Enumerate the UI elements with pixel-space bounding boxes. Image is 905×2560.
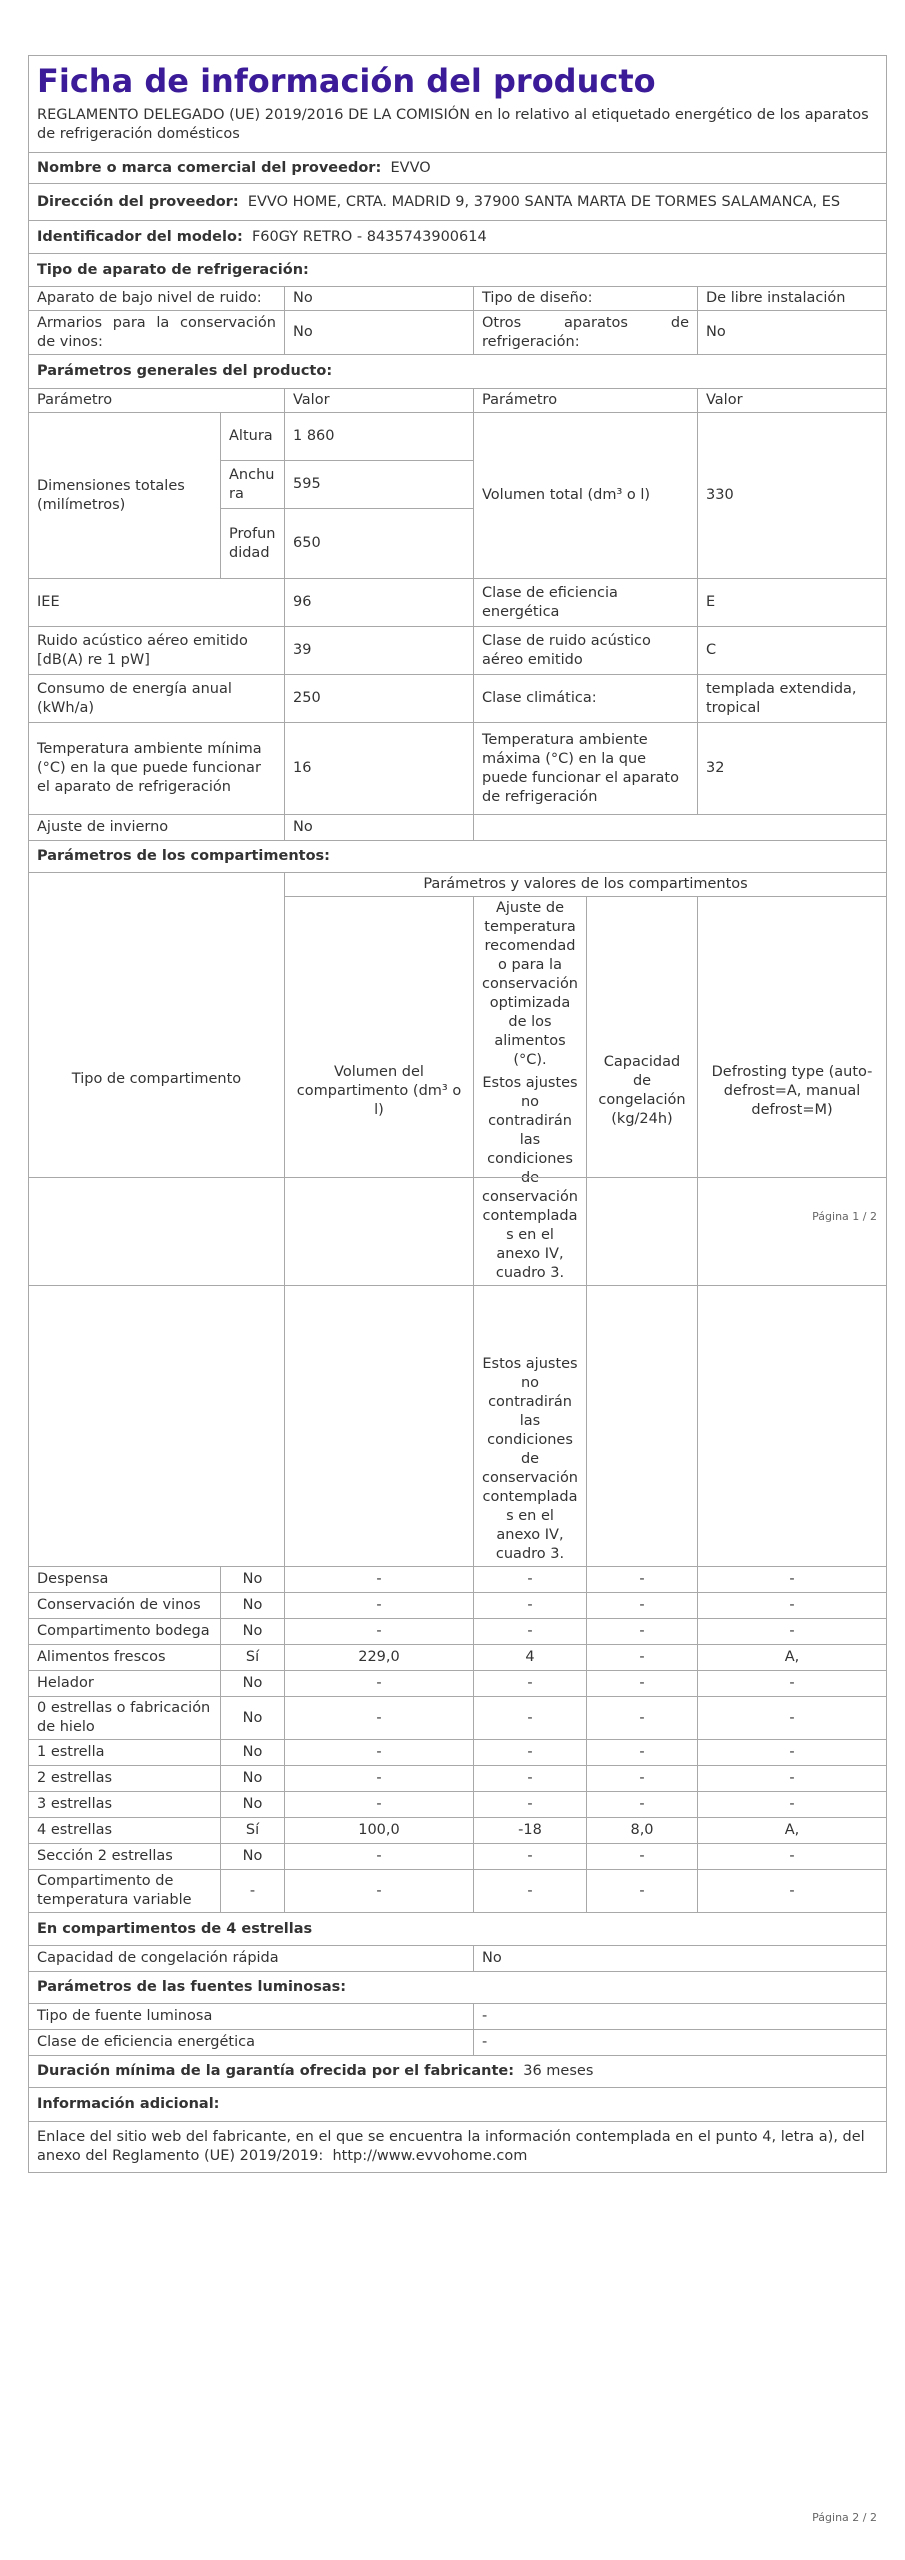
height-label: Altura bbox=[221, 413, 285, 461]
compartment-volume: 229,0 bbox=[285, 1645, 474, 1671]
compartment-present: Sí bbox=[221, 1818, 285, 1844]
address-row bbox=[29, 184, 887, 221]
address-value: EVVO HOME, CRTA. MADRID 9, 37900 SANTA MARTA DE TORMES SALAMANCA, ES bbox=[247, 193, 841, 210]
compartment-row bbox=[29, 1818, 887, 1844]
compartment-defrost-type: - bbox=[698, 1671, 887, 1697]
compartment-temperature: - bbox=[474, 1766, 587, 1792]
design-type-value: De libre instalación bbox=[698, 287, 887, 311]
param2-column-header: Parámetro bbox=[474, 389, 698, 413]
climate-class-value: templada extendida, tropical bbox=[698, 675, 887, 723]
supplier-value: EVVO bbox=[390, 159, 431, 176]
temp-setting-note: Estos ajustes no contradirán las condiciones de conservación contempladas en el anexo IV, cuadro 3. bbox=[482, 1075, 578, 1281]
winter-setting-value: No bbox=[285, 815, 474, 841]
compartment-volume: - bbox=[285, 1593, 474, 1619]
compartment-temperature: - bbox=[474, 1619, 587, 1645]
compartment-row bbox=[29, 1671, 887, 1697]
warranty-value: 36 meses bbox=[523, 2063, 594, 2079]
compartment-freezing-capacity: - bbox=[587, 1645, 698, 1671]
compartment-defrost-type: - bbox=[698, 1844, 887, 1870]
compartment-row bbox=[29, 1740, 887, 1766]
param-column-header: Parámetro bbox=[29, 389, 285, 413]
compartment-values-header: Parámetros y valores de los compartimentos bbox=[285, 873, 887, 897]
compartment-freezing-capacity: 8,0 bbox=[587, 1818, 698, 1844]
compartment-row bbox=[29, 1844, 887, 1870]
compartment-rows bbox=[29, 1567, 887, 1913]
compartment-row bbox=[29, 1766, 887, 1792]
width-label: Anchura bbox=[221, 461, 285, 509]
compartment-volume: - bbox=[285, 1870, 474, 1913]
compartment-present: No bbox=[221, 1792, 285, 1818]
compartment-row bbox=[29, 1619, 887, 1645]
volume-column-header-continued bbox=[285, 1178, 474, 1567]
dimensions-label: Dimensiones totales (milímetros) bbox=[29, 413, 221, 579]
compartment-temperature: - bbox=[474, 1593, 587, 1619]
compartment-freezing-capacity: - bbox=[587, 1619, 698, 1645]
compartment-volume: - bbox=[285, 1844, 474, 1870]
compartment-temperature: - bbox=[474, 1671, 587, 1697]
compartment-freezing-capacity: - bbox=[587, 1697, 698, 1740]
general-params-heading: Parámetros generales del producto: bbox=[29, 355, 887, 389]
compartment-defrost-type: A, bbox=[698, 1818, 887, 1844]
min-temp-label: Temperatura ambiente mínima (°C) en la que puede funcionar el aparato de refrigeración bbox=[29, 723, 285, 815]
compartment-name: 1 estrella bbox=[29, 1740, 221, 1766]
compartment-present: No bbox=[221, 1740, 285, 1766]
defrost-type-column-header: Defrosting type (auto-defrost=A, manual defrost=M) bbox=[698, 897, 887, 1286]
annual-energy-label: Consumo de energía anual (kWh/a) bbox=[29, 675, 285, 723]
compartment-present: No bbox=[221, 1697, 285, 1740]
compartment-volume: - bbox=[285, 1567, 474, 1593]
compartment-present: No bbox=[221, 1619, 285, 1645]
compartment-name: Compartimento de temperatura variable bbox=[29, 1870, 221, 1913]
four-star-heading: En compartimentos de 4 estrellas bbox=[29, 1913, 887, 1946]
light-class-label: Clase de eficiencia energética bbox=[29, 2030, 474, 2056]
energy-class-value: E bbox=[698, 579, 887, 627]
compartment-present: No bbox=[221, 1844, 285, 1870]
compartment-temperature: - bbox=[474, 1697, 587, 1740]
compartment-freezing-capacity: - bbox=[587, 1844, 698, 1870]
compartment-freezing-capacity: - bbox=[587, 1567, 698, 1593]
compartment-volume: - bbox=[285, 1766, 474, 1792]
compartment-name: Alimentos frescos bbox=[29, 1645, 221, 1671]
wine-cabinet-value: No bbox=[285, 311, 474, 355]
document-title: Ficha de información del producto bbox=[37, 62, 656, 100]
compartment-name: Helador bbox=[29, 1671, 221, 1697]
low-noise-label: Aparato de bajo nivel de ruido: bbox=[29, 287, 285, 311]
compartment-present: Sí bbox=[221, 1645, 285, 1671]
fast-freeze-label: Capacidad de congelación rápida bbox=[29, 1946, 474, 1972]
max-temp-value: 32 bbox=[698, 723, 887, 815]
compartment-freezing-capacity: - bbox=[587, 1870, 698, 1913]
address-label: Dirección del proveedor: bbox=[37, 193, 239, 210]
additional-info-row bbox=[29, 2122, 887, 2173]
compartment-name: Sección 2 estrellas bbox=[29, 1844, 221, 1870]
height-value: 1 860 bbox=[285, 413, 474, 461]
value2-column-header: Valor bbox=[698, 389, 887, 413]
light-class-value: - bbox=[474, 2030, 887, 2056]
compartment-freezing-capacity: - bbox=[587, 1671, 698, 1697]
compartment-row bbox=[29, 1792, 887, 1818]
compartment-defrost-type: - bbox=[698, 1766, 887, 1792]
climate-class-label: Clase climática: bbox=[474, 675, 698, 723]
compartment-volume: - bbox=[285, 1740, 474, 1766]
noise-class-label: Clase de ruido acústico aéreo emitido bbox=[474, 627, 698, 675]
compartment-defrost-type: - bbox=[698, 1697, 887, 1740]
compartments-heading: Parámetros de los compartimentos: bbox=[29, 841, 887, 873]
compartment-present: No bbox=[221, 1593, 285, 1619]
supplier-row bbox=[29, 153, 887, 184]
empty-cell bbox=[474, 815, 887, 841]
model-value: F60GY RETRO - 8435743900614 bbox=[251, 228, 487, 245]
value-column-header: Valor bbox=[285, 389, 474, 413]
compartment-temperature: -18 bbox=[474, 1818, 587, 1844]
low-noise-value: No bbox=[285, 287, 474, 311]
compartment-row bbox=[29, 1567, 887, 1593]
compartment-defrost-type: - bbox=[698, 1593, 887, 1619]
compartment-row bbox=[29, 1645, 887, 1671]
compartment-present: No bbox=[221, 1671, 285, 1697]
depth-label: Profundidad bbox=[221, 509, 285, 579]
page-number: Página 1 / 2 bbox=[812, 1210, 877, 1223]
compartment-defrost-type: - bbox=[698, 1619, 887, 1645]
compartment-present: - bbox=[221, 1870, 285, 1913]
page-number: Página 2 / 2 bbox=[812, 2511, 877, 2524]
freezing-capacity-column-header-continued bbox=[587, 1178, 698, 1567]
warranty-row bbox=[29, 2056, 887, 2088]
compartment-freezing-capacity: - bbox=[587, 1792, 698, 1818]
additional-info-heading: Información adicional: bbox=[29, 2088, 887, 2122]
compartment-temperature: - bbox=[474, 1844, 587, 1870]
compartment-present: No bbox=[221, 1766, 285, 1792]
compartment-temperature: - bbox=[474, 1567, 587, 1593]
compartment-name: Despensa bbox=[29, 1567, 221, 1593]
light-type-label: Tipo de fuente luminosa bbox=[29, 2004, 474, 2030]
light-source-heading: Parámetros de las fuentes luminosas: bbox=[29, 1972, 887, 2004]
compartment-name: 4 estrellas bbox=[29, 1818, 221, 1844]
defrost-type-column-header-continued bbox=[698, 1178, 887, 1567]
noise-class-value: C bbox=[698, 627, 887, 675]
depth-value: 650 bbox=[285, 509, 474, 579]
compartment-volume: - bbox=[285, 1619, 474, 1645]
total-volume-value: 330 bbox=[698, 413, 887, 579]
document-subtitle: REGLAMENTO DELEGADO (UE) 2019/2016 DE LA COMISIÓN en lo relativo al etiquetado energético de los aparatos de refrigeración domésticos bbox=[37, 107, 869, 142]
noise-label: Ruido acústico aéreo emitido [dB(A) re 1 pW] bbox=[29, 627, 285, 675]
fast-freeze-value: No bbox=[474, 1946, 887, 1972]
compartment-temperature: 4 bbox=[474, 1645, 587, 1671]
wine-cabinet-label: Armarios para la conservación de vinos: bbox=[29, 311, 285, 355]
compartment-present: No bbox=[221, 1567, 285, 1593]
compartment-name: Conservación de vinos bbox=[29, 1593, 221, 1619]
temp-setting-column-header-continued bbox=[474, 1178, 587, 1567]
other-appliance-value: No bbox=[698, 311, 887, 355]
noise-value: 39 bbox=[285, 627, 474, 675]
winter-setting-label: Ajuste de invierno bbox=[29, 815, 285, 841]
compartment-defrost-type: A, bbox=[698, 1645, 887, 1671]
volume-column-header: Volumen del compartimento (dm³ o l) bbox=[285, 897, 474, 1286]
compartment-type-header-continued bbox=[29, 1178, 285, 1567]
additional-info-text: Enlace del sitio web del fabricante, en el que se encuentra la información contemplada en el punto 4, letra a), del anexo del Reglamento (UE) 2019/2019: bbox=[37, 2129, 865, 2164]
min-temp-value: 16 bbox=[285, 723, 474, 815]
compartment-row bbox=[29, 1593, 887, 1619]
temp-setting-text: Ajuste de temperatura recomendado para la conservación optimizada de los alimentos (°C). bbox=[482, 900, 578, 1068]
model-row bbox=[29, 221, 887, 254]
compartment-name: Compartimento bodega bbox=[29, 1619, 221, 1645]
page-2-content bbox=[28, 1350, 886, 2164]
compartment-freezing-capacity: - bbox=[587, 1593, 698, 1619]
warranty-label: Duración mínima de la garantía ofrecida por el fabricante: bbox=[37, 2063, 515, 2079]
eei-label: IEE bbox=[29, 579, 285, 627]
light-type-value: - bbox=[474, 2004, 887, 2030]
compartment-row bbox=[29, 1870, 887, 1913]
design-type-label: Tipo de diseño: bbox=[474, 287, 698, 311]
compartment-volume: - bbox=[285, 1792, 474, 1818]
compartment-freezing-capacity: - bbox=[587, 1740, 698, 1766]
max-temp-label: Temperatura ambiente máxima (°C) en la que puede funcionar el aparato de refrigeración bbox=[474, 723, 698, 815]
header-cell bbox=[29, 56, 887, 153]
compartment-defrost-type: - bbox=[698, 1567, 887, 1593]
compartment-temperature: - bbox=[474, 1792, 587, 1818]
compartment-name: 0 estrellas o fabricación de hielo bbox=[29, 1697, 221, 1740]
product-info-table bbox=[28, 55, 887, 1286]
compartment-volume: - bbox=[285, 1697, 474, 1740]
compartment-defrost-type: - bbox=[698, 1870, 887, 1913]
compartment-freezing-capacity: - bbox=[587, 1766, 698, 1792]
compartment-volume: 100,0 bbox=[285, 1818, 474, 1844]
compartment-name: 3 estrellas bbox=[29, 1792, 221, 1818]
other-appliance-label: Otros aparatos de refrigeración: bbox=[474, 311, 698, 355]
appliance-type-heading: Tipo de aparato de refrigeración: bbox=[29, 254, 887, 287]
supplier-label: Nombre o marca comercial del proveedor: bbox=[37, 159, 382, 176]
width-value: 595 bbox=[285, 461, 474, 509]
model-label: Identificador del modelo: bbox=[37, 228, 243, 245]
compartment-temperature: - bbox=[474, 1870, 587, 1913]
total-volume-label: Volumen total (dm³ o l) bbox=[474, 413, 698, 579]
compartment-row bbox=[29, 1697, 887, 1740]
manufacturer-url[interactable]: http://www.evvohome.com bbox=[332, 2148, 528, 2164]
compartment-defrost-type: - bbox=[698, 1792, 887, 1818]
energy-class-label: Clase de eficiencia energética bbox=[474, 579, 698, 627]
eei-value: 96 bbox=[285, 579, 474, 627]
compartment-type-header: Tipo de compartimento bbox=[29, 873, 285, 1286]
compartment-defrost-type: - bbox=[698, 1740, 887, 1766]
compartment-volume: - bbox=[285, 1671, 474, 1697]
temp-setting-note-continued: Estos ajustes no contradirán las condiciones de conservación contempladas en el anexo IV, cuadro 3. bbox=[482, 1356, 578, 1562]
compartments-table bbox=[28, 1177, 887, 2173]
freezing-capacity-column-header: Capacidad de congelación (kg/24h) bbox=[587, 897, 698, 1286]
annual-energy-value: 250 bbox=[285, 675, 474, 723]
compartment-name: 2 estrellas bbox=[29, 1766, 221, 1792]
compartment-temperature: - bbox=[474, 1740, 587, 1766]
